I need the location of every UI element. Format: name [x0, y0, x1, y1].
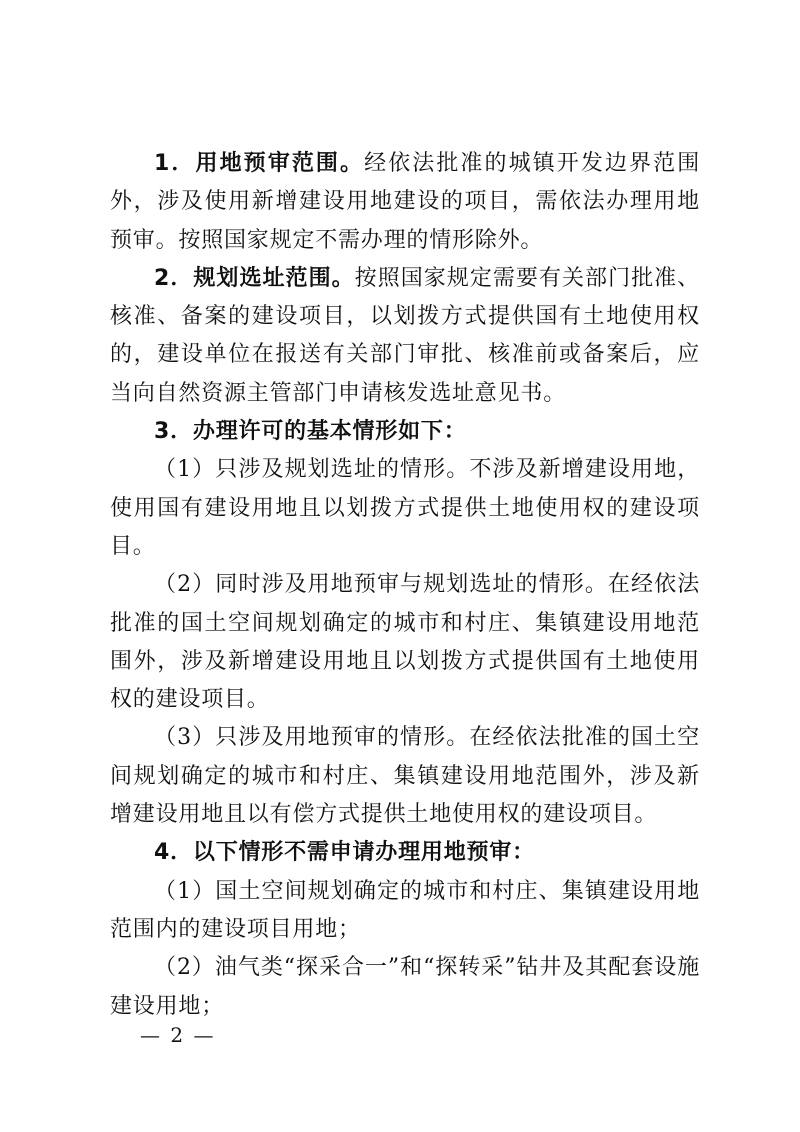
- paragraph-land-pre-review-scope: [110, 145, 700, 260]
- paragraph-text: （1）国土空间规划确定的城市和村庄、集镇建设用地范围内的建设项目用地；: [110, 878, 700, 942]
- paragraph-text: （3）只涉及用地预审的情形。在经依法批准的国土空间规划确定的城市和村庄、集镇建设用地范围外，涉及新增建设用地且以有偿方式提供土地使用权的建设项目。: [110, 725, 700, 828]
- paragraph-exempt-heading: [110, 834, 700, 872]
- paragraph-case-3: [110, 719, 700, 834]
- heading-exempt-cases: 4．以下情形不需申请办理用地预审：: [154, 840, 535, 866]
- paragraph-basic-cases-heading: [110, 413, 700, 451]
- paragraph-site-selection-scope: [110, 260, 700, 413]
- paragraph-text: （2）同时涉及用地预审与规划选址的情形。在经依法批准的国土空间规划确定的城市和村庄、集镇建设用地范围外，涉及新增建设用地且以划拨方式提供国有土地使用权的建设项目。: [110, 572, 700, 713]
- paragraph-exempt-1: [110, 873, 700, 950]
- paragraph-case-2: [110, 566, 700, 719]
- paragraph-text: 经依法批准的城镇开发边界范围外，涉及使用新增建设用地建设的项目，需依法办理用地预审。按照国家规定不需办理的情形除外。: [110, 151, 700, 253]
- page-number: — 2 —: [140, 1023, 216, 1047]
- heading-land-pre-review-scope: 1．用地预审范围。: [154, 151, 365, 176]
- paragraph-exempt-2: [110, 949, 700, 1026]
- paragraph-text: 按照国家规定需要有关部门批准、核准、备案的建设项目，以划拨方式提供国有土地使用权的，建设单位在报送有关部门审批、核准前或备案后，应当向自然资源主管部门申请核发选址意见书。: [110, 265, 700, 406]
- paragraph-text: （2）油气类“探采合一”和“探转采”钻井及其配套设施建设用地；: [110, 955, 700, 1019]
- paragraph-text: （1）只涉及规划选址的情形。不涉及新增建设用地，使用国有建设用地且以划拨方式提供土地使用权的建设项目。: [110, 457, 700, 559]
- heading-site-selection-scope: 2．规划选址范围。: [154, 265, 355, 291]
- heading-basic-cases: 3．办理许可的基本情形如下：: [154, 419, 467, 445]
- paragraph-case-1: [110, 451, 700, 566]
- document-body: [110, 145, 700, 1026]
